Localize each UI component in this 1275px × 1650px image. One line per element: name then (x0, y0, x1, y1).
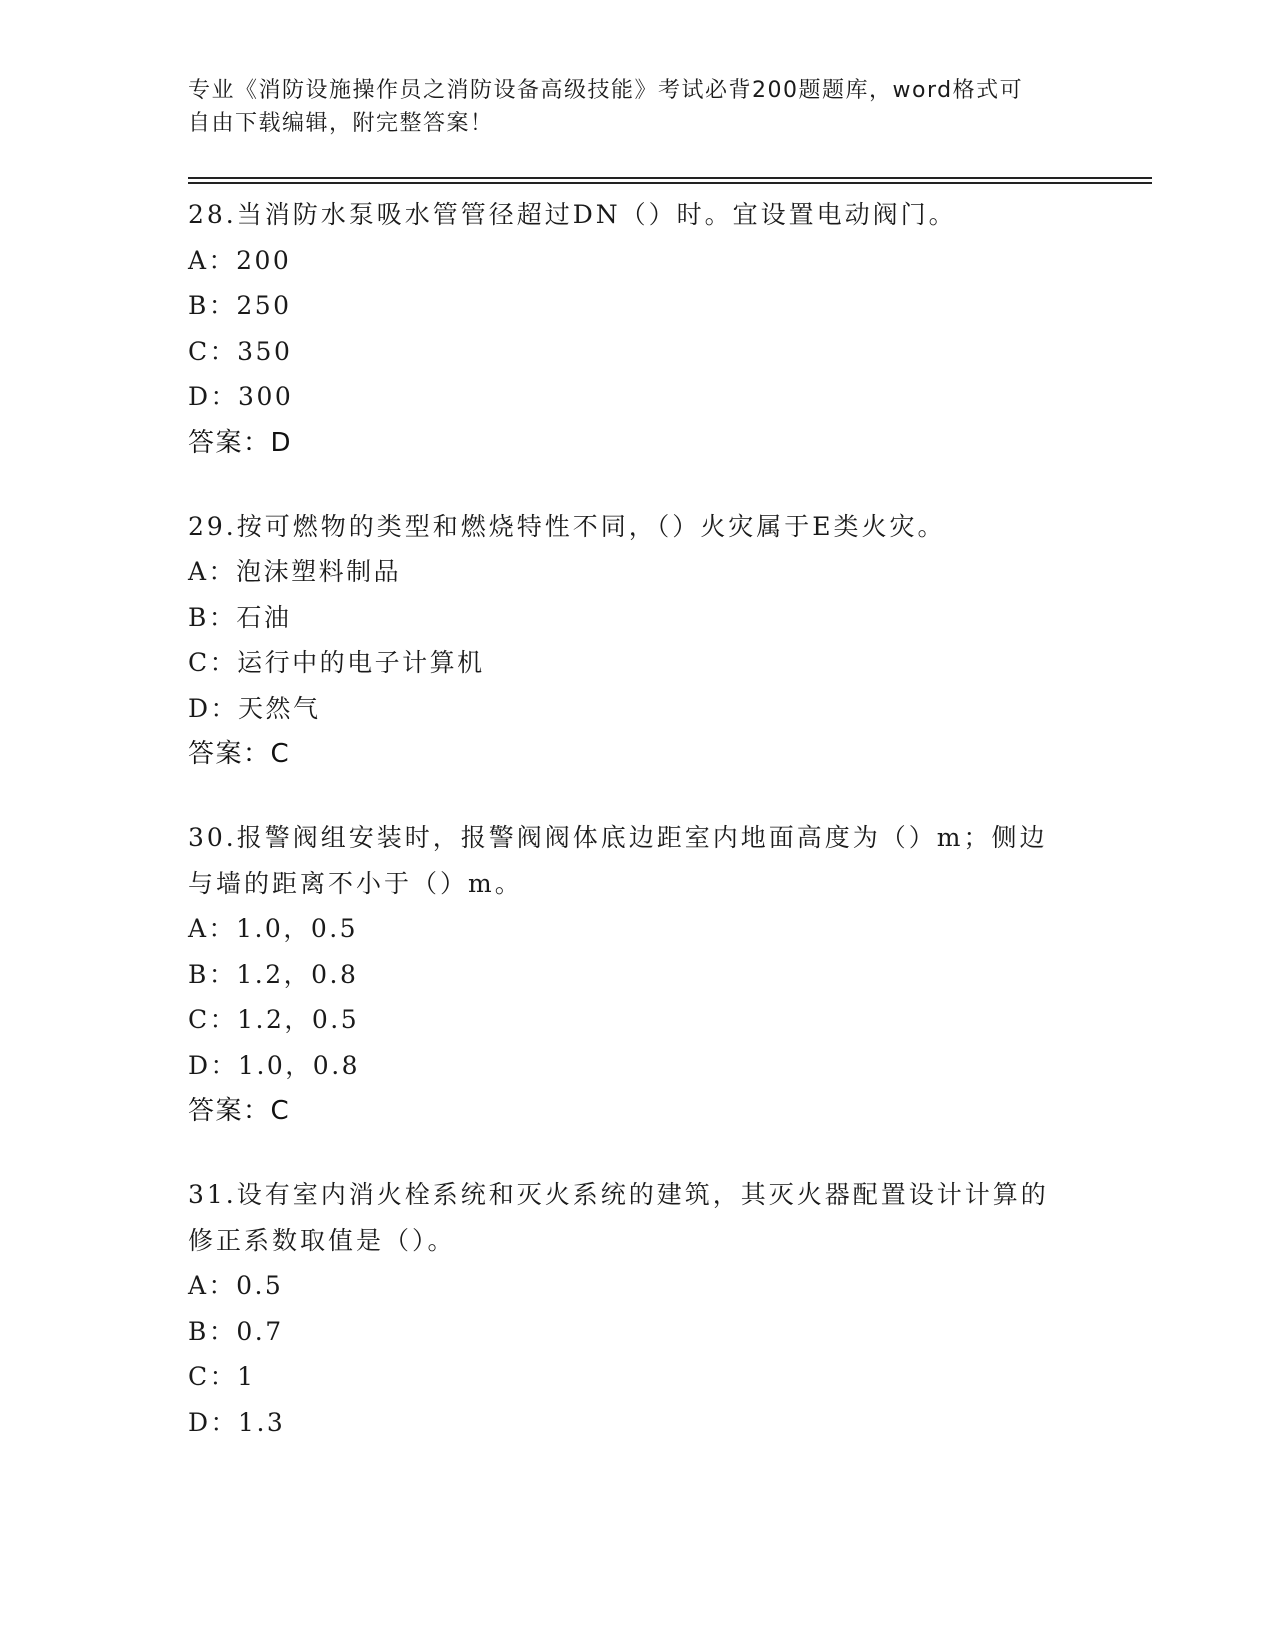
option-letter: A： (188, 245, 237, 275)
option-letter: C： (188, 1362, 238, 1391)
option-letter: A： (188, 557, 237, 586)
answer-line: 答案：C (188, 739, 291, 769)
question-stem-line: 28.当消防水泵吸水管管径超过DN（）时。宜设置电动阀门。 (188, 200, 957, 229)
answer-line: 答案：D (188, 427, 293, 458)
question-stem (188, 1172, 1088, 1263)
option-text: 1.0，0.5 (236, 914, 359, 943)
question-block (188, 192, 1088, 466)
option-letter: D： (188, 693, 239, 723)
option-line (188, 906, 1088, 952)
question-stem (188, 815, 1088, 906)
option-line (188, 595, 1088, 641)
option-letter: B： (188, 959, 237, 989)
option-text: 石油 (236, 602, 292, 632)
option-line (188, 1354, 1088, 1400)
option-line (188, 1309, 1088, 1355)
option-line (188, 374, 1088, 420)
option-letter: A： (188, 1271, 237, 1300)
question-stem-line: 30.报警阀组安装时，报警阀阀体底边距室内地面高度为（）m；侧边 (188, 823, 1048, 852)
option-text: 0.5 (236, 1271, 284, 1300)
option-line (188, 1043, 1088, 1089)
option-letter: C： (188, 336, 238, 366)
question-block (188, 1172, 1088, 1445)
option-letter: C： (188, 1005, 238, 1034)
option-line (188, 549, 1088, 595)
question-block (188, 815, 1088, 1134)
option-text: 200 (236, 245, 292, 275)
option-letter: D： (188, 1407, 239, 1437)
option-letter: B： (188, 291, 237, 320)
question-stem-line: 31.设有室内消火栓系统和灭火系统的建筑，其灭火器配置设计计算的 (188, 1180, 1049, 1209)
header-line-2: 自由下载编辑，附完整答案！ (188, 111, 494, 136)
option-text: 天然气 (238, 693, 321, 723)
option-letter: D： (188, 382, 239, 411)
option-text: 1 (237, 1362, 256, 1391)
option-line (188, 1263, 1088, 1309)
option-text: 1.0，0.8 (238, 1050, 361, 1080)
option-line (188, 997, 1088, 1043)
option-letter: D： (188, 1050, 239, 1080)
option-text: 1.3 (238, 1407, 286, 1437)
option-letter: C： (188, 648, 238, 677)
option-text: 350 (237, 336, 293, 366)
question-stem-line: 与墙的距离不小于（）m。 (188, 868, 523, 898)
option-line (188, 952, 1088, 998)
option-line (188, 1400, 1088, 1446)
header-line-1: 专业《消防设施操作员之消防设备高级技能》考试必背200题题库，word格式可 (188, 78, 1024, 103)
question-stem (188, 192, 1088, 238)
option-line (188, 329, 1088, 375)
document-header (188, 74, 1068, 140)
option-text: 1.2，0.8 (236, 959, 359, 989)
question-block (188, 504, 1088, 778)
question-stem-line: 修正系数取值是（）。 (188, 1225, 456, 1255)
question-stem (188, 504, 1088, 550)
option-text: 250 (236, 291, 292, 320)
option-letter: B： (188, 602, 237, 632)
header-divider-top (188, 177, 1152, 179)
answer-line: 答案：C (188, 1096, 291, 1126)
question-stem-line: 29.按可燃物的类型和燃烧特性不同，（）火灾属于E类火灾。 (188, 511, 946, 541)
header-divider-bottom (188, 182, 1152, 184)
option-text: 泡沫塑料制品 (236, 557, 402, 586)
option-line (188, 640, 1088, 686)
option-text: 运行中的电子计算机 (237, 648, 485, 677)
option-letter: B： (188, 1316, 237, 1346)
question-list (188, 192, 1088, 1483)
option-text: 1.2，0.5 (237, 1005, 360, 1034)
option-text: 0.7 (236, 1316, 284, 1346)
option-line (188, 238, 1088, 284)
option-line (188, 686, 1088, 732)
option-text: 300 (238, 382, 294, 411)
option-line (188, 283, 1088, 329)
option-letter: A： (188, 914, 237, 943)
